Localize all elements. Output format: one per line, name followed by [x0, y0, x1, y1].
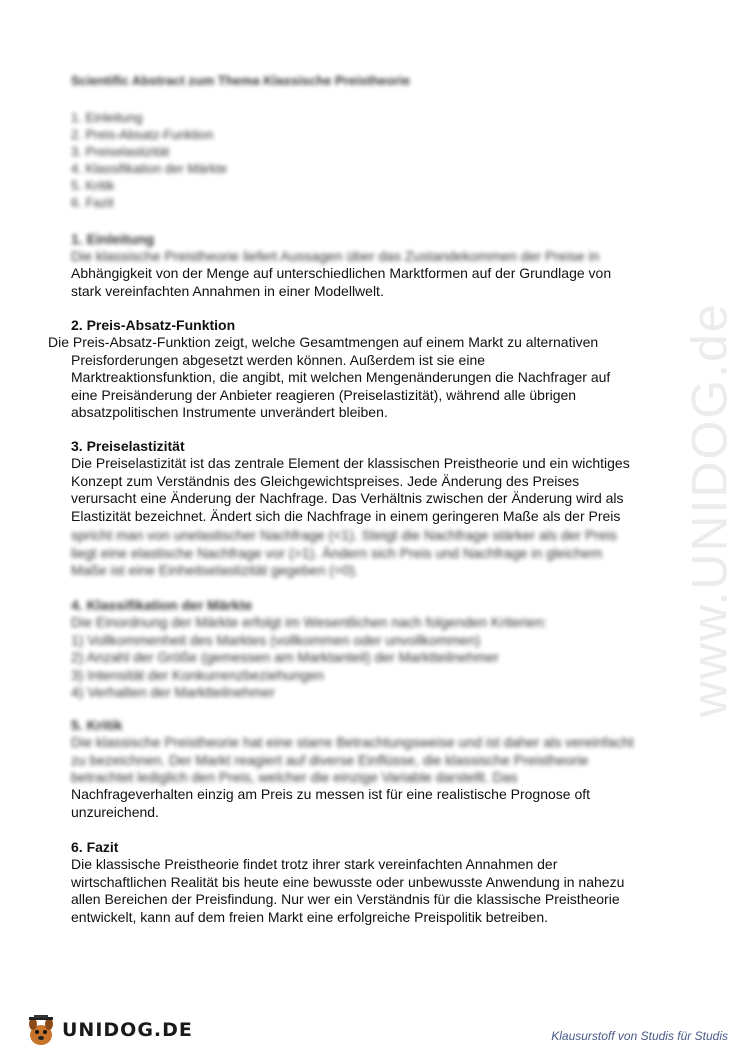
- paragraph-line: liegt eine elastische Nachfrage vor (>1). Ändern sich Preis und Nachfrage in gleichem: [71, 544, 603, 561]
- paragraph-line: Die Einordnung der Märkte erfolgt im Wesentlichen nach folgenden Kriterien:: [71, 614, 547, 630]
- section-5-blurred: [71, 716, 681, 787]
- section-4: [71, 596, 681, 702]
- unidog-logo[interactable]: [24, 1015, 193, 1047]
- paragraph-line: betrachtet lediglich den Preis, welcher die einzige Variable darstellt. Das: [71, 769, 518, 785]
- section-heading: 1. Einleitung: [71, 231, 155, 247]
- toc-item: 3. Preiselastizität: [71, 144, 170, 159]
- paragraph-line: allen Bereichen der Preisfindung. Nur wer ein Verständnis für die klassische Preistheorie: [71, 891, 620, 907]
- paragraph-line: 3) Intensität der Konkurrenzbeziehungen: [71, 666, 324, 683]
- paragraph-line: 2) Anzahl der Größe (gemessen am Marktanteil) der Marktteilnehmer: [71, 649, 499, 665]
- paragraph-line: Abhängigkeit von der Menge auf unterschiedlichen Marktformen auf der Grundlage von: [71, 265, 612, 281]
- paragraph-line: Marktreaktionsfunktion, die angibt, mit welchen Mengenänderungen die Nachfrager auf: [71, 369, 611, 385]
- toc-item: 4. Klassifikation der Märkte: [71, 161, 228, 176]
- paragraph-line: Nachfrageverhalten einzig am Preis zu messen ist für eine realistische Prognose oft: [71, 786, 591, 802]
- paragraph-line: unzureichend.: [71, 803, 159, 820]
- paragraph-line: absatzpolitischen Instrumente unverändert bleiben.: [71, 404, 388, 420]
- paragraph-line: 4) Verhalten der Marktteilnehmer: [71, 684, 275, 700]
- paragraph-line: Die klassische Preistheorie liefert Aussagen über das Zustandekommen der Preise in: [71, 248, 600, 264]
- section-5-visible: [71, 786, 681, 821]
- watermark-text: www.UNIDOG.de: [681, 302, 738, 718]
- toc-item: 6. Fazit: [71, 195, 114, 210]
- paragraph-line: Die Preis-Absatz-Funktion zeigt, welche Gesamtmengen auf einem Markt zu alternativen: [48, 334, 599, 350]
- paragraph-line: Konzept zum Verständnis des Gleichgewichtspreises. Jede Änderung des Preises: [71, 472, 580, 489]
- table-of-contents: [71, 109, 681, 211]
- section-3: [71, 437, 681, 525]
- section-heading: 3. Preiselastizität: [71, 438, 185, 454]
- document-title: Scientific Abstract zum Thema Klassische Preistheorie: [71, 73, 411, 88]
- paragraph-line: Preisforderungen abgesetzt werden können. Außerdem ist sie eine: [71, 351, 486, 368]
- toc-item: 5. Kritik: [71, 178, 115, 193]
- paragraph-line: verursacht eine Änderung der Nachfrage. Das Verhältnis zwischen der Änderung wird als: [71, 490, 624, 506]
- paragraph-line: stark vereinfachten Annahmen in einer Modellwelt.: [71, 282, 384, 299]
- section-heading: 6. Fazit: [71, 839, 119, 855]
- toc-item: 2. Preis-Absatz-Funktion: [71, 127, 214, 142]
- paragraph-line: Die klassische Preistheorie hat eine starre Betrachtungsweise und ist daher als vereinfacht: [71, 734, 634, 750]
- paragraph-line: 1) Vollkommenheit des Marktes (vollkommen oder unvollkommen): [71, 631, 481, 648]
- section-3-blurred: [71, 527, 681, 580]
- logo-text: UNIDOG.DE: [62, 1019, 193, 1042]
- section-heading: 2. Preis-Absatz-Funktion: [71, 317, 236, 333]
- paragraph-line: entwickelt, kann auf dem freien Markt eine erfolgreiche Preispolitik betreiben.: [71, 908, 549, 925]
- paragraph-line: zu bezeichnen. Der Markt reagiert auf diverse Einflüsse, die klassische Preistheorie: [71, 751, 589, 768]
- section-1-blurred: [71, 230, 681, 266]
- section-2: [48, 316, 681, 422]
- paragraph-line: Maße ist eine Einheitselastizität gegeben (=0).: [71, 562, 359, 578]
- paragraph-line: Die klassische Preistheorie findet trotz ihrer stark vereinfachten Annahmen der: [71, 856, 558, 872]
- toc-item: 1. Einleitung: [71, 110, 143, 125]
- section-1-visible: [71, 265, 681, 300]
- paragraph-line: spricht man von unelastischer Nachfrage (<1). Steigt die Nachfrage stärker als der Preis: [71, 527, 617, 543]
- paragraph-line: wirtschaftlichen Realität bis heute eine bewusste oder unbewusste Anwendung in nahezu: [71, 873, 625, 890]
- paragraph-line: eine Preisänderung der Anbieter reagieren (Preiselastizität), während alle übrigen: [71, 386, 577, 403]
- paragraph-line: Die Preiselastizität ist das zentrale Element der klassischen Preistheorie und ein wichtiges: [71, 455, 630, 471]
- section-heading: 5. Kritik: [71, 717, 123, 733]
- paragraph-line: Elastizität bezeichnet. Ändert sich die Nachfrage in einem geringeren Maße als der Preis: [71, 507, 621, 524]
- section-heading: 4. Klassifikation der Märkte: [71, 597, 253, 613]
- footer-tagline: Klausurstoff von Studis für Studis: [551, 1029, 728, 1043]
- dog-mascot-icon: [24, 1015, 58, 1047]
- section-6: [71, 838, 681, 926]
